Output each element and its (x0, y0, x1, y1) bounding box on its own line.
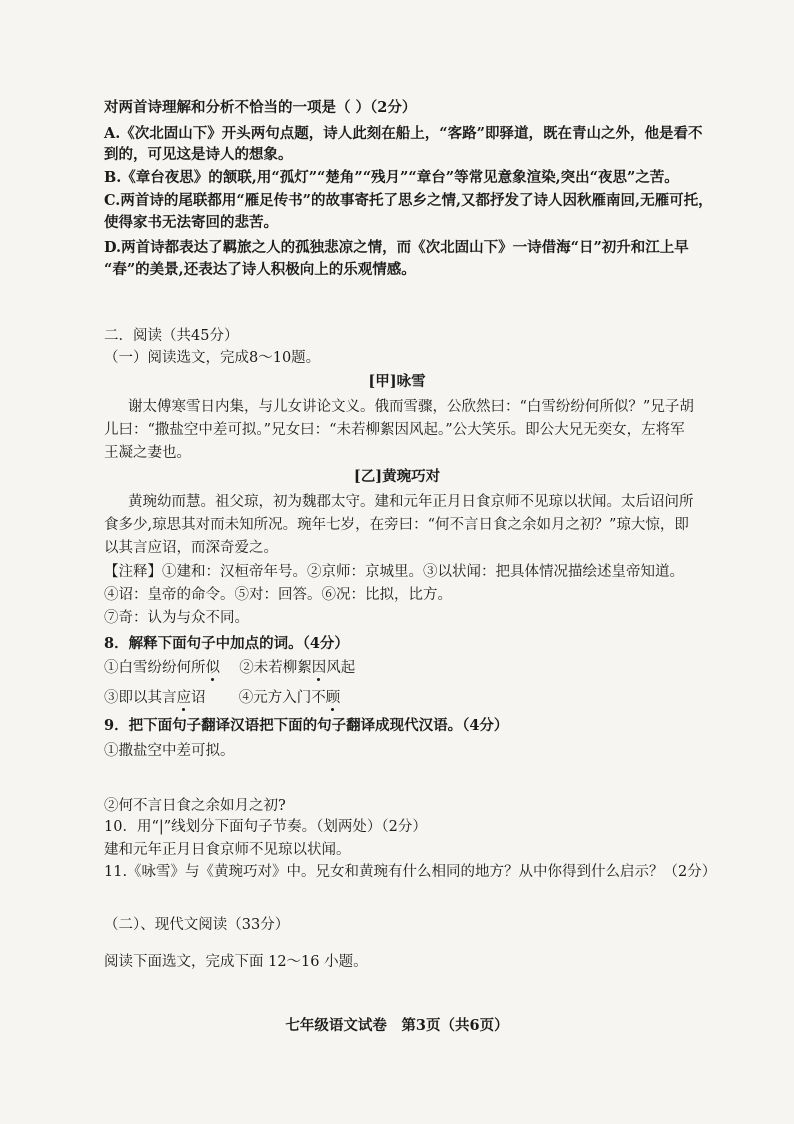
annotation-line1: 【注释】①建和：汉桓帝年号。②京师：京城里。③以状闻：把具体情况描绘述皇帝知道。 (104, 564, 684, 580)
mc-option-d-line1: D.两首诗都表达了羁旅之人的孤独悲凉之情，而《次北固山下》一诗借海“日”初升和江上早 (104, 239, 689, 256)
q8-item3-dotted-word: 应 (176, 690, 191, 706)
passage-yi-line1: 黄琬幼而慧。祖父琼，初为魏郡太守。建和元年正月日食京师不见琼以状闻。太后诏问所 (128, 494, 694, 510)
q9-item2: ②何不言日食之余如月之初? (104, 798, 286, 814)
q8-item1-dotted-word: 似 (205, 660, 220, 676)
mc-option-a-line1: A.《次北固山下》开头两句点题，诗人此刻在船上，“客路”即驿道，既在青山之外，他是看不 (104, 125, 703, 142)
passage-jia-title: [甲]咏雪 (368, 373, 426, 390)
annotation-line2: ④诏：皇帝的命令。⑤对：回答。⑥况：比拟，比方。 (104, 587, 452, 603)
passage-jia-line2: 儿曰：“撒盐空中差可拟。”兄女曰：“未若柳絮因风起。”公大笑乐。即公大兄无奕女，左将军 (104, 422, 685, 438)
mc-option-c-line1: C.两首诗的尾联都用“雁足传书”的故事寄托了思乡之情,又都抒发了诗人因秋雁南回,无雁可托， (104, 192, 713, 209)
q9-stem: 9．把下面句子翻译汉语把下面的句子翻译成现代汉语。（4分） (104, 717, 509, 734)
q8-row2 (104, 688, 340, 708)
q8-item4-dotted-word: 顾 (325, 690, 341, 706)
mc-option-c-line2: 使得家书无法寄回的悲苦。 (104, 214, 278, 231)
q11-stem: 11.《咏雪》与《黄琬巧对》中。兄女和黄琬有什么相同的地方？从中你得到什么启示？（2分） (104, 864, 717, 880)
page-footer: 七年级语文试卷 第3页（共6页） (285, 1017, 509, 1034)
q8-row1 (104, 658, 355, 678)
q8-stem: 8．解释下面句子中加点的词。（4分） (104, 635, 349, 652)
q8-item3-text: ③即以其言 (104, 690, 177, 706)
passage-yi-title: [乙]黄琬巧对 (353, 468, 441, 485)
section2-sub1: （一）阅读选文，完成8～10题。 (104, 350, 321, 366)
section2-2-heading: （二）、现代文阅读（33分） (104, 917, 290, 933)
q9-item1: ①撒盐空中差可拟。 (104, 743, 235, 759)
q8-item2-text: ②未若柳絮 (239, 660, 312, 676)
q8-item3-text-end: 诏 (191, 690, 206, 706)
q8-item4-text: ④元方入门不 (238, 690, 326, 706)
q8-item2-text-end: 风起 (326, 660, 356, 676)
q8-item2-dotted-word: 因 (311, 660, 327, 676)
passage-jia-line1: 谢太傅寒雪日内集，与儿女讲论文义。俄而雪骤，公欣然曰：“白雪纷纷何所似？”兄子胡 (128, 399, 694, 415)
q10-stem: 10．用“|”线划分下面句子节奏。（划两处）（2分） (104, 819, 427, 835)
section2-2-instruction: 阅读下面选文，完成下面 12～16 小题。 (104, 954, 368, 970)
mc-question-stem: 对两首诗理解和分析不恰当的一项是（ ）（2分） (104, 99, 417, 116)
bleed-through-text (440, 288, 444, 303)
mc-option-a-line2: 到的，可见这是诗人的想象。 (104, 146, 293, 163)
mc-option-d-line2: “春”的美景,还表达了诗人积极向上的乐观情感。 (104, 261, 416, 278)
section2-heading: 二．阅读（共45分） (104, 328, 239, 344)
passage-yi-line3: 以其言应诏，而深奇爱之。 (104, 540, 278, 556)
passage-yi-line2: 食多少,琼思其对而未知所况。琬年七岁，在旁曰：“何不言日食之余如月之初？”琼大惊，即 (104, 517, 689, 533)
q8-item1-text: ①白雪纷纷何所 (104, 660, 206, 676)
mc-option-b: B.《章台夜思》的颔联,用“孤灯”“楚角”“残月”“章台”等常见意象渲染,突出“夜思”之苦。 (104, 169, 679, 186)
annotation-line3: ⑦奇：认为与众不同。 (104, 610, 249, 626)
q10-sentence: 建和元年正月日食京师不见琼以状闻。 (104, 842, 351, 858)
passage-jia-line3: 王凝之妻也。 (104, 445, 191, 461)
